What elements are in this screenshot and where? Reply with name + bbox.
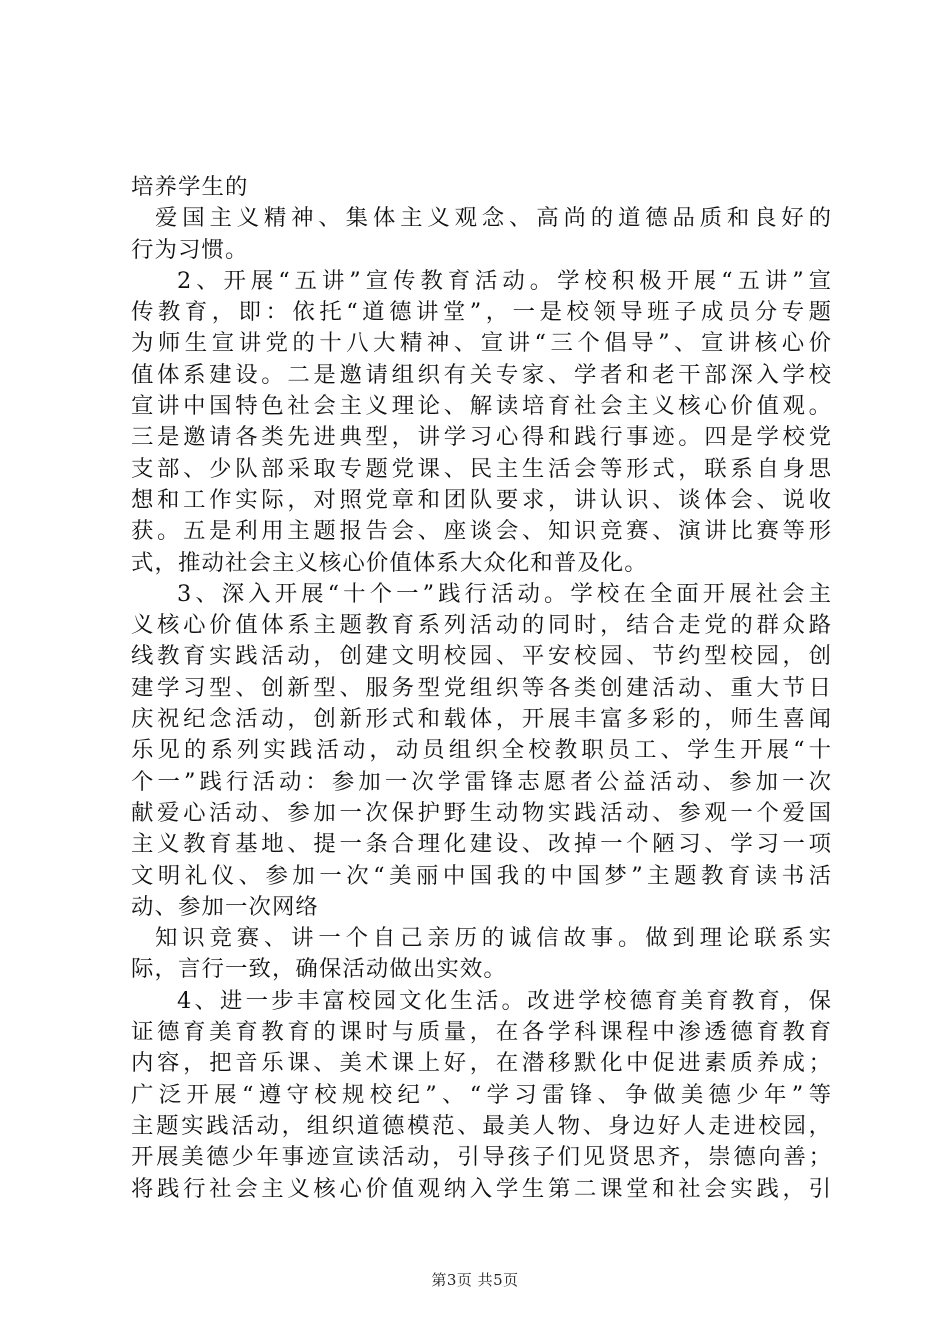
- text-line: 行为习惯。: [131, 236, 249, 263]
- text-line: 义核心价值体系主题教育系列活动的同时，结合走党的群众路: [131, 612, 831, 639]
- text-line: 文明礼仪、参加一次“美丽中国我的中国梦”主题教育读书活: [131, 862, 831, 889]
- text-line: 动、参加一次网络: [131, 893, 319, 920]
- text-line: 支部、少队部采取专题党课、民主生活会等形式，联系自身思: [131, 455, 831, 482]
- text-line: 宣讲中国特色社会主义理论、解读培育社会主义核心价值观。: [131, 393, 831, 420]
- paragraph-start-line: 2、开展“五讲”宣传教育活动。学校积极开展“五讲”宣: [177, 267, 831, 294]
- page-footer: [0, 1270, 950, 1290]
- text-line: 值体系建设。二是邀请组织有关专家、学者和老干部深入学校: [131, 361, 831, 388]
- text-line: 线教育实践活动，创建文明校园、平安校园、节约型校园，创: [131, 643, 831, 670]
- text-line: 主义教育基地、提一条合理化建设、改掉一个陋习、学习一项: [131, 831, 831, 858]
- text-line: 为师生宣讲党的十八大精神、宣讲“三个倡导”、宣讲核心价: [131, 330, 831, 357]
- text-line: 乐见的系列实践活动，动员组织全校教职员工、学生开展“十: [131, 737, 831, 764]
- document-body: [131, 172, 831, 1205]
- text-line: 爱国主义精神、集体主义观念、高尚的道德品质和良好的: [155, 205, 831, 232]
- text-line: 证德育美育教育的课时与质量，在各学科课程中渗透德育教育: [131, 1019, 831, 1046]
- text-line: 获。五是利用主题报告会、座谈会、知识竞赛、演讲比赛等形: [131, 518, 831, 545]
- text-line: 建学习型、创新型、服务型党组织等各类创建活动、重大节日: [131, 674, 831, 701]
- text-line: 献爱心活动、参加一次保护野生动物实践活动、参观一个爱国: [131, 799, 831, 826]
- paragraph-start-line: 4、进一步丰富校园文化生活。改进学校德育美育教育，保: [177, 987, 831, 1014]
- text-line: 个一”践行活动：参加一次学雷锋志愿者公益活动、参加一次: [131, 768, 831, 795]
- text-line: 三是邀请各类先进典型，讲学习心得和践行事迹。四是学校党: [131, 424, 831, 451]
- text-line: 培养学生的: [131, 174, 249, 200]
- text-line: 庆祝纪念活动，创新形式和载体，开展丰富多彩的，师生喜闻: [131, 706, 831, 733]
- text-line: 想和工作实际，对照党章和团队要求，讲认识、谈体会、说收: [131, 486, 831, 513]
- text-line: 式，推动社会主义核心价值体系大众化和普及化。: [131, 549, 648, 576]
- text-line: 际，言行一致，确保活动做出实效。: [131, 956, 507, 983]
- text-line: 广泛开展“遵守校规校纪”、“学习雷锋、争做美德少年”等: [131, 1081, 831, 1108]
- text-line: 将践行社会主义核心价值观纳入学生第二课堂和社会实践，引: [131, 1175, 831, 1202]
- text-line: 主题实践活动，组织道德模范、最美人物、身边好人走进校园，: [131, 1112, 831, 1139]
- page-number: 第3页 共5页: [431, 1271, 519, 1289]
- text-line: 开展美德少年事迹宣读活动，引导孩子们见贤思齐，崇德向善；: [131, 1144, 831, 1171]
- paragraph-start-line: 3、深入开展“十个一”践行活动。学校在全面开展社会主: [177, 580, 831, 607]
- text-line: 内容，把音乐课、美术课上好，在潜移默化中促进素质养成；: [131, 1050, 831, 1077]
- text-line: 知识竞赛、讲一个自己亲历的诚信故事。做到理论联系实: [155, 925, 831, 952]
- text-line: 传教育，即：依托“道德讲堂”，一是校领导班子成员分专题: [131, 299, 831, 326]
